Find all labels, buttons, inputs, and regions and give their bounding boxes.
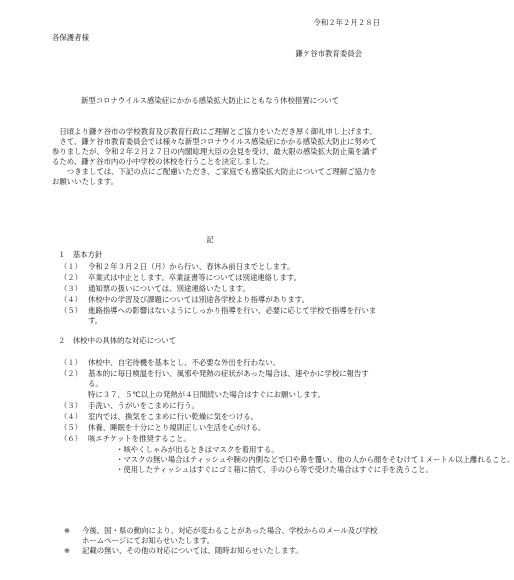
note-item xyxy=(52,546,382,556)
item-number: （６） xyxy=(59,433,82,443)
item-text: 卒業式は中止とします。卒業証書等については別途連絡します。 xyxy=(88,272,301,282)
item-text: 休養、睡眠を十分にとり規則正しい生活を心がける。 xyxy=(88,422,266,432)
item-text: 咳エチケットを推奨すること。 xyxy=(88,433,191,443)
list-item xyxy=(52,401,382,411)
document-title: 新型コロナウイルス感染症にかかる感染拡大防止にともなう休校措置について xyxy=(80,96,340,105)
item-number: （５） xyxy=(59,422,82,432)
item-text: 通知票の扱いについては、別途連絡いたします。 xyxy=(88,283,250,293)
sub-list-item xyxy=(52,464,433,475)
list-item xyxy=(52,273,382,283)
section-basic-policy xyxy=(52,250,382,327)
list-item xyxy=(52,369,382,389)
item-number xyxy=(52,390,88,400)
list-item xyxy=(52,306,382,326)
item-number: （１） xyxy=(59,261,82,271)
greeting-paragraph: 日頃より鎌ケ谷市の学校教育及び教育行政にご理解とご協力をいただき厚く御礼申し上げます。 xyxy=(59,127,377,136)
item-number: （２） xyxy=(59,368,82,378)
ki-heading: 記 xyxy=(206,235,214,244)
list-item xyxy=(52,262,382,272)
item-text: 手洗い、うがいをこまめに行う。 xyxy=(88,400,199,410)
list-item xyxy=(52,284,382,294)
note-mark: ※ xyxy=(63,526,71,535)
item-text: 休校中の学習及び課題については別途各学校より指導があります。 xyxy=(88,294,309,304)
greeting-paragraph: さて、鎌ケ谷市教育委員会では様々な新型コロナウイルス感染症にかかる感染拡大防止に努めて参りましたが、令和２年２月２７日の内閣総理大臣の会見を受け、最大限の感染拡大防止策を講ずるため、鎌ケ谷市内の小中学校の休校を行うことを決定しました。 xyxy=(52,136,377,166)
section-heading: ２ 休校中の具体的な対応について xyxy=(58,336,177,345)
list-item xyxy=(52,412,382,422)
item-text: 特に３７．５℃以上の発熱が４日間続いた場合はすぐにお願いします。 xyxy=(88,389,325,399)
list-item xyxy=(52,358,382,368)
sender: 鎌ケ谷市教育委員会 xyxy=(295,49,362,58)
addressee: 各保護者様 xyxy=(52,33,89,42)
item-number: （４） xyxy=(59,294,82,304)
notes-block xyxy=(52,526,382,556)
sub-item-text: ・咳やくしゃみが出るときはマスクを着用する。 xyxy=(116,444,279,454)
item-number: （１） xyxy=(59,357,82,367)
note-item xyxy=(52,526,382,546)
note-text: 今後、国・県の動向により、対応が変わることがあった場合、学校からのメール及び学校ホームページにてお知らせいたします。 xyxy=(82,526,378,545)
document-date: 令和２年２月２８日 xyxy=(313,18,380,27)
greeting-block xyxy=(52,127,382,187)
section-specific-measures xyxy=(52,336,514,475)
list-item xyxy=(52,390,382,400)
item-number: （２） xyxy=(59,272,82,282)
note-mark: ※ xyxy=(63,545,71,555)
item-text: 進路指導への影響はないようにしっかり指導を行い、必要に応じて学校で指導を行います。 xyxy=(88,305,377,325)
list-item xyxy=(52,295,382,305)
sub-item-text: ・マスクの無い場合はティッシュや腕の内側などで口や鼻を覆い、他の人から顔をそむけて１メートル以上離れること。 xyxy=(116,454,514,464)
item-text: 令和２年３月２日（月）から行い、春休み前日までとします。 xyxy=(88,261,295,271)
item-text: 基本的に毎日検温を行い、風邪や発熱の症状があった場合は、速やかに学校に報告する。 xyxy=(88,368,369,388)
greeting-paragraph: つきましては、下記の点にご配慮いただき、ご家庭でも感染拡大防止についてご理解ご協力をお願いいたします。 xyxy=(52,166,377,186)
item-text: 休校中、自宅待機を基本とし、不必要な外出を行わない。 xyxy=(88,357,281,367)
sub-item-text: ・使用したティッシュはすぐにゴミ箱に捨て、手のひら等で受けた場合はすぐに手を洗うこと。 xyxy=(116,464,433,474)
item-number: （５） xyxy=(59,305,82,315)
section-heading: １ 基本方針 xyxy=(58,250,103,259)
item-number: （３） xyxy=(59,283,82,293)
item-text: 室内では、換気をこまめに行い乾燥に気をつける。 xyxy=(88,411,258,421)
list-item xyxy=(52,434,382,444)
item-number: （４） xyxy=(59,411,82,421)
sub-list-item xyxy=(52,454,514,465)
note-text: 記載の無い、その他の対応については、随時お知らせいたします。 xyxy=(82,545,303,555)
sub-list-item xyxy=(52,445,382,455)
list-item xyxy=(52,423,382,433)
item-number: （３） xyxy=(59,400,82,410)
